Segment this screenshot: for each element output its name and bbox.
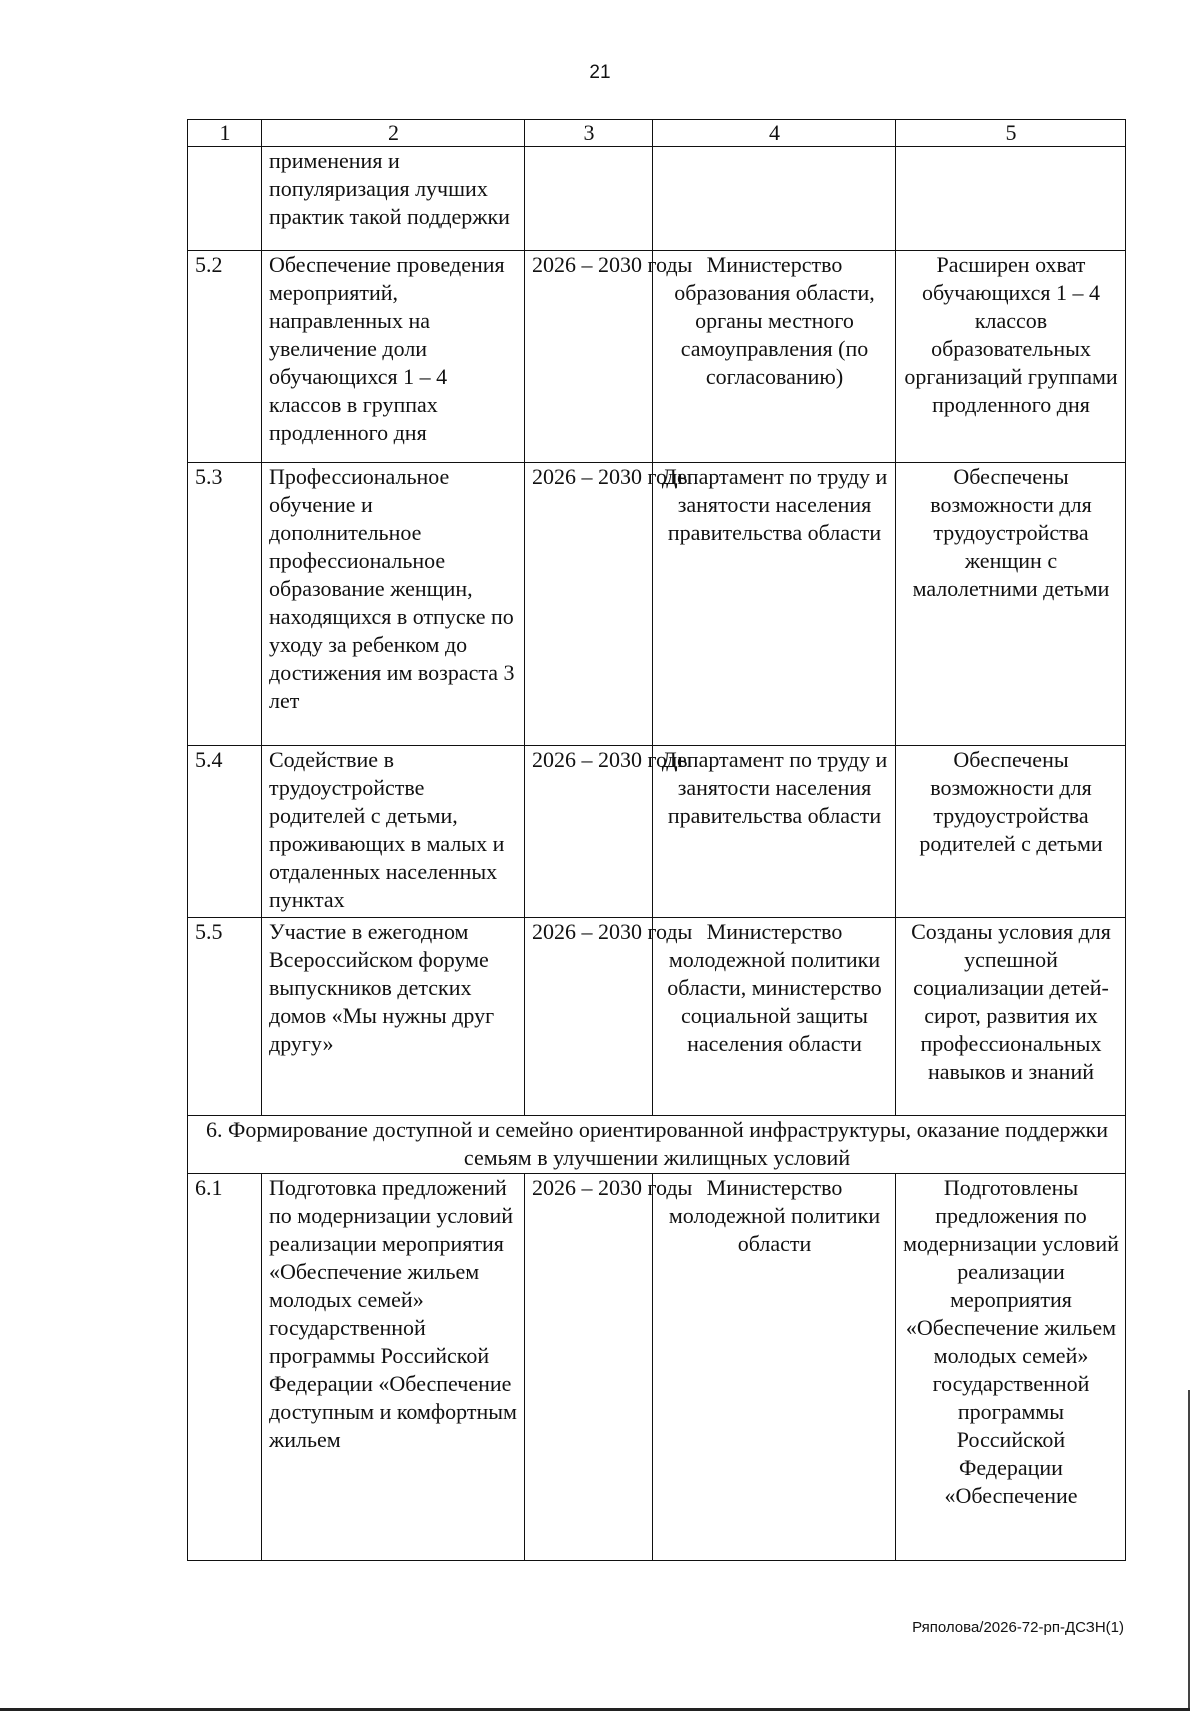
row-number-cell: 5.2 xyxy=(188,251,262,463)
table-row xyxy=(188,1174,1126,1561)
table-row xyxy=(188,918,1126,1116)
result-cell: Расширен охват обучающихся 1 – 4 классов образовательных организаций группами продленного дня xyxy=(896,251,1126,463)
executor-cell: Министерство молодежной политики области, министерство социальной защиты населения области xyxy=(653,918,896,1116)
measure-name-cell: Содействие в трудоустройстве родителей с детьми, проживающих в малых и отдаленных населенных пунктах xyxy=(262,746,525,918)
measure-name-cell: Профессиональное обучение и дополнительное профессиональное образование женщин, находящихся в отпуске по уходу за ребенком до достижения им возраста 3 лет xyxy=(262,463,525,746)
row-number-cell xyxy=(188,147,262,251)
period-cell: 2026 – 2030 годы xyxy=(525,918,653,1116)
header-cell-5: 5 xyxy=(896,120,1126,147)
document-code-footer: Ряполова/2026-72-рп-ДСЗН(1) xyxy=(912,1619,1124,1636)
section-heading-row xyxy=(188,1116,1126,1174)
measure-name-cell: Участие в ежегодном Всероссийском форуме выпускников детских домов «Мы нужны друг другу» xyxy=(262,918,525,1116)
table-row xyxy=(188,463,1126,746)
table-header-row xyxy=(188,120,1126,147)
result-cell: Обеспечены возможности для трудоустройства женщин с малолетними детьми xyxy=(896,463,1126,746)
page-edge-rule xyxy=(1188,1390,1190,1708)
period-cell: 2026 – 2030 годы xyxy=(525,463,653,746)
executor-cell xyxy=(653,147,896,251)
header-cell-4: 4 xyxy=(653,120,896,147)
executor-cell: Министерство образования области, органы местного самоуправления (по согласованию) xyxy=(653,251,896,463)
result-cell: Подготовлены предложения по модернизации условий реализации мероприятия «Обеспечение жильем молодых семей» государственной программы Российской Федерации «Обеспечение xyxy=(896,1174,1126,1561)
measures-table xyxy=(187,119,1126,1561)
period-cell xyxy=(525,147,653,251)
result-cell: Обеспечены возможности для трудоустройства родителей с детьми xyxy=(896,746,1126,918)
header-cell-1: 1 xyxy=(188,120,262,147)
period-cell: 2026 – 2030 годы xyxy=(525,251,653,463)
measure-name-cell: применения и популяризация лучших практик такой поддержки xyxy=(262,147,525,251)
period-cell: 2026 – 2030 годы xyxy=(525,746,653,918)
header-cell-2: 2 xyxy=(262,120,525,147)
result-cell xyxy=(896,147,1126,251)
header-cell-3: 3 xyxy=(525,120,653,147)
table-row xyxy=(188,251,1126,463)
table-row xyxy=(188,147,1126,251)
executor-cell: Министерство молодежной политики области xyxy=(653,1174,896,1561)
period-cell: 2026 – 2030 годы xyxy=(525,1174,653,1561)
measure-name-cell: Подготовка предложений по модернизации условий реализации мероприятия «Обеспечение жильем молодых семей» государственной программы Российской Федерации «Обеспечение доступным и комфортным жильем xyxy=(262,1174,525,1561)
page-number: 21 xyxy=(589,62,611,83)
row-number-cell: 5.4 xyxy=(188,746,262,918)
executor-cell: Департамент по труду и занятости населения правительства области xyxy=(653,746,896,918)
section-heading: 6. Формирование доступной и семейно ориентированной инфраструктуры, оказание поддержки семьям в улучшении жилищных условий xyxy=(188,1116,1126,1174)
row-number-cell: 5.5 xyxy=(188,918,262,1116)
page-bottom-rule xyxy=(0,1708,1190,1711)
measure-name-cell: Обеспечение проведения мероприятий, направленных на увеличение доли обучающихся 1 – 4 классов в группах продленного дня xyxy=(262,251,525,463)
executor-cell: Департамент по труду и занятости населения правительства области xyxy=(653,463,896,746)
result-cell: Созданы условия для успешной социализации детей-сирот, развития их профессиональных навыков и знаний xyxy=(896,918,1126,1116)
row-number-cell: 6.1 xyxy=(188,1174,262,1561)
row-number-cell: 5.3 xyxy=(188,463,262,746)
table-row xyxy=(188,746,1126,918)
